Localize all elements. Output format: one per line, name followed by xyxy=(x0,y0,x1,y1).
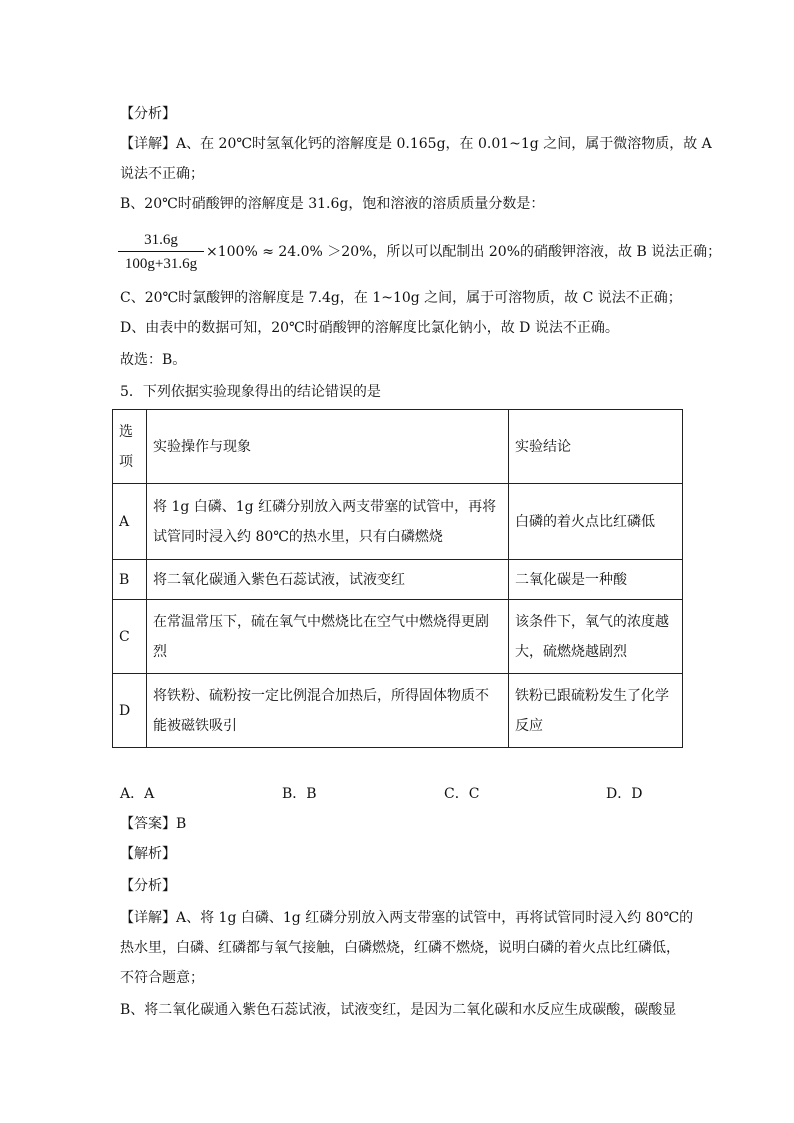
row-operation: 将 1g 白磷、1g 红磷分别放入两支带塞的试管中，再将试管同时浸入约 80℃的热水里，只有白磷燃烧 xyxy=(147,484,509,560)
detail-line-1: 【详解】A、在 20℃时氢氧化钙的溶解度是 0.165g，在 0.01~1g 之间，属于微溶物质，故 A xyxy=(120,136,712,152)
header-option: 选项 xyxy=(113,410,147,484)
analysis-heading: 【分析】 xyxy=(120,106,176,122)
answer-choice-line: 故选：B。 xyxy=(120,352,187,368)
answer-heading: 【答案】B xyxy=(120,816,187,832)
fraction-bar xyxy=(118,251,204,252)
row-conclusion: 该条件下，氧气的浓度越大，硫燃烧越剧烈 xyxy=(509,600,683,674)
row-operation: 在常温常压下，硫在氧气中燃烧比在空气中燃烧得更剧烈 xyxy=(147,600,509,674)
fraction-numerator: 31.6g xyxy=(144,232,178,248)
analysis-heading-2: 【分析】 xyxy=(120,878,176,894)
row-operation: 将二氧化碳通入紫色石蕊试液，试液变红 xyxy=(147,560,509,600)
detail-line-3: B、20℃时硝酸钾的溶解度是 31.6g，饱和溶液的溶质质量分数是： xyxy=(120,196,545,212)
table-row xyxy=(113,560,683,600)
experiment-table xyxy=(112,409,683,748)
row-option: C xyxy=(113,600,147,674)
table-row xyxy=(113,600,683,674)
fraction-denominator: 100g+31.6g xyxy=(124,256,198,272)
detail-line-d: D、由表中的数据可知，20℃时硝酸钾的溶解度比氯化钠小，故 D 说法不正确。 xyxy=(120,320,619,336)
detail-line-c: C、20℃时氯酸钾的溶解度是 7.4g，在 1~10g 之间，属于可溶物质，故 C 说法不正确； xyxy=(120,290,682,306)
option-a: A．A xyxy=(120,786,155,802)
detail-line-2: 说法不正确； xyxy=(120,166,204,182)
option-c: C．C xyxy=(444,786,480,802)
header-conclusion: 实验结论 xyxy=(509,410,683,484)
row-operation: 将铁粉、硫粉按一定比例混合加热后，所得固体物质不能被磁铁吸引 xyxy=(147,674,509,748)
row-conclusion: 二氧化碳是一种酸 xyxy=(509,560,683,600)
detail-2-line-4: B、将二氧化碳通入紫色石蕊试液，试液变红，是因为二氧化碳和水反应生成碳酸，碳酸显 xyxy=(120,1002,677,1018)
row-conclusion: 铁粉已跟硫粉发生了化学反应 xyxy=(509,674,683,748)
table-row xyxy=(113,484,683,560)
table-row xyxy=(113,674,683,748)
table-header-row xyxy=(113,410,683,484)
explanation-heading: 【解析】 xyxy=(120,846,176,862)
row-option: A xyxy=(113,484,147,560)
option-d: D．D xyxy=(606,786,643,802)
option-b: B．B xyxy=(282,786,317,802)
row-option: D xyxy=(113,674,147,748)
row-option: B xyxy=(113,560,147,600)
question-5-stem: 5．下列依据实验现象得出的结论错误的是 xyxy=(120,384,381,400)
mass-fraction-formula xyxy=(118,230,204,274)
detail-2-line-3: 不符合题意； xyxy=(120,970,204,986)
detail-2-line-2: 热水里，白磷、红磷都与氧气接触，白磷燃烧，红磷不燃烧，说明白磷的着火点比红磷低， xyxy=(120,940,680,956)
detail-2-line-1: 【详解】A、将 1g 白磷、1g 红磷分别放入两支带塞的试管中，再将试管同时浸入约 80℃的 xyxy=(120,910,694,926)
row-conclusion: 白磷的着火点比红磷低 xyxy=(509,484,683,560)
header-operation: 实验操作与现象 xyxy=(147,410,509,484)
fraction-conclusion: ×100% ≈ 24.0% ＞20%，所以可以配制出 20%的硝酸钾溶液，故 B 说法正确； xyxy=(206,244,722,260)
